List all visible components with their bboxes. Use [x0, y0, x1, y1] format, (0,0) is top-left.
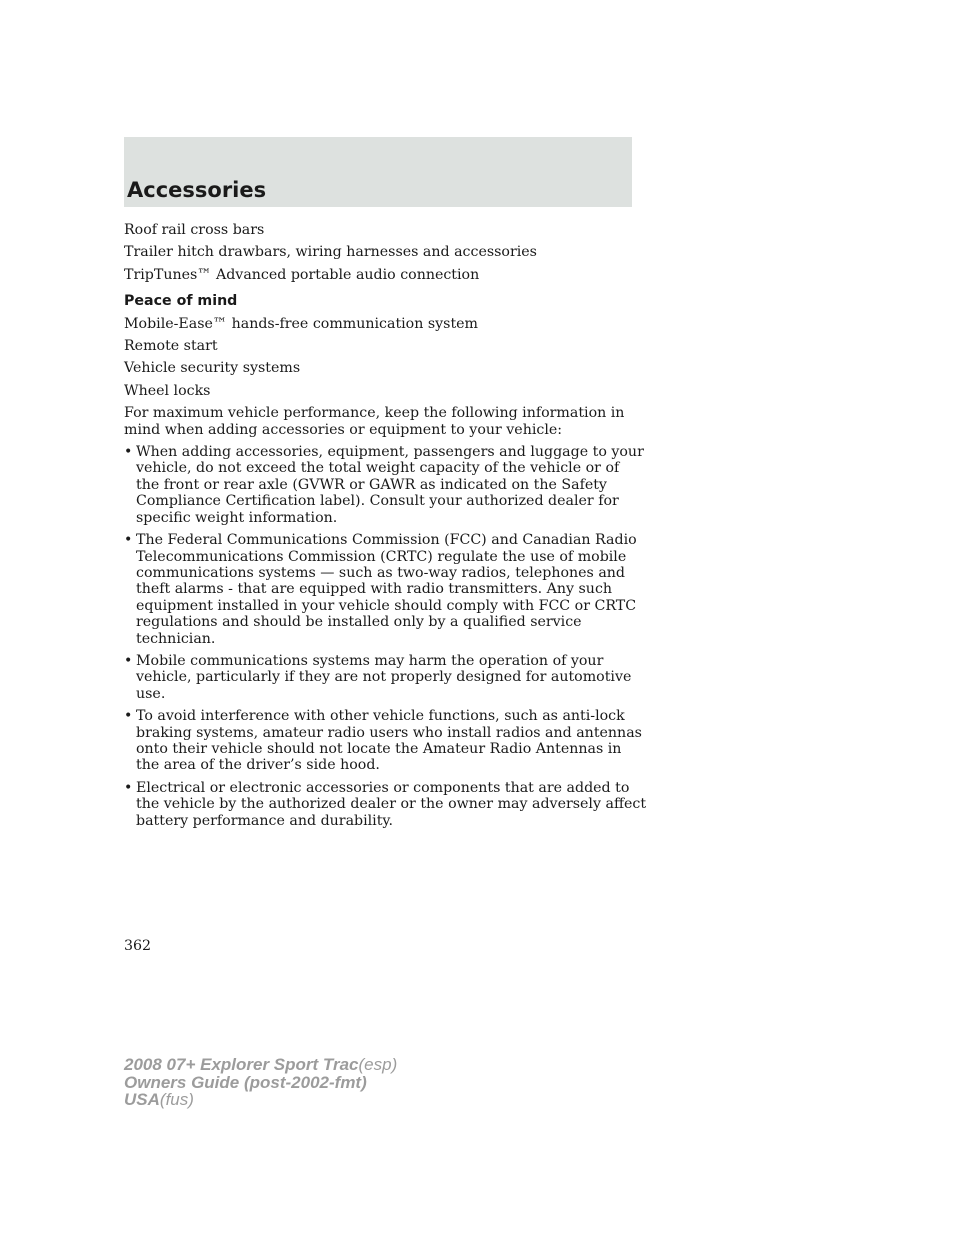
bullet-line: use.	[136, 685, 166, 702]
list-item: Wheel locks	[124, 382, 211, 399]
footer-market-code: (fus)	[159, 1090, 194, 1109]
bullet-icon: •	[124, 532, 133, 549]
footer	[124, 1056, 397, 1109]
list-item: Remote start	[124, 338, 218, 355]
bullet-item	[124, 779, 647, 829]
list-item: Trailer hitch drawbars, wiring harnesses and accessories	[124, 244, 537, 261]
list-item: Mobile-Ease™ hands-free communication system	[124, 315, 478, 332]
page-content	[124, 222, 647, 835]
list-item: TripTunes™ Advanced portable audio connection	[124, 266, 480, 283]
bullet-list	[124, 444, 647, 829]
bullet-icon: •	[124, 779, 133, 796]
bullet-icon: •	[124, 652, 133, 669]
bullet-icon: •	[124, 708, 133, 725]
bullet-line: The Federal Communications Commission (FCC) and Canadian Radio	[136, 532, 637, 549]
bullet-item	[124, 708, 642, 774]
bullet-item	[124, 653, 636, 702]
paragraph-line: mind when adding accessories or equipment to your vehicle:	[124, 421, 563, 438]
bullet-icon: •	[124, 444, 133, 461]
bullet-line: theft alarms - that are equipped with radio transmitters. Any such	[136, 581, 613, 598]
bullet-line: the front or rear axle (GVWR or GAWR as indicated on the Safety	[136, 476, 607, 493]
list-item: Vehicle security systems	[124, 360, 301, 377]
footer-line	[124, 1056, 397, 1074]
bullet-line: technician.	[136, 630, 216, 647]
footer-line	[124, 1091, 397, 1109]
bullet-line: Mobile communications systems may harm the operation of your	[136, 652, 604, 669]
footer-market: USA	[124, 1090, 160, 1109]
bullet-line: the area of the driver’s side hood.	[136, 757, 380, 774]
bullet-line: equipment installed in your vehicle should comply with FCC or CRTC	[136, 597, 637, 614]
bullet-item	[124, 444, 644, 526]
page-title: Accessories	[127, 178, 267, 202]
bullet-line: communications systems — such as two-way radios, telephones and	[136, 564, 625, 581]
bullet-line: specific weight information.	[136, 509, 338, 526]
bullet-line: vehicle, do not exceed the total weight capacity of the vehicle or of	[136, 460, 620, 477]
paragraph-line: For maximum vehicle performance, keep the following information in	[124, 405, 625, 422]
bullet-line: vehicle, particularly if they are not properly designed for automotive	[136, 669, 632, 686]
bullet-line: the vehicle by the authorized dealer or the owner may adversely affect	[136, 796, 647, 813]
footer-guide: Owners Guide (post-2002-fmt)	[124, 1072, 367, 1092]
bullet-line: Electrical or electronic accessories or components that are added to	[136, 779, 630, 796]
section-heading: Peace of mind	[124, 293, 238, 310]
bullet-line: Compliance Certification label). Consult your authorized dealer for	[136, 493, 619, 510]
footer-model: 2008 07+ Explorer Sport Trac	[124, 1055, 359, 1074]
bullet-line: When adding accessories, equipment, passengers and luggage to your	[136, 444, 644, 461]
intro-paragraph	[124, 405, 636, 438]
footer-model-code: (esp)	[358, 1055, 398, 1074]
page-number: 362	[124, 938, 152, 954]
bullet-item	[124, 532, 636, 647]
bullet-line: battery performance and durability.	[136, 812, 394, 829]
bullet-line: onto their vehicle should not locate the Amateur Radio Antennas in	[136, 740, 622, 757]
list-item: Roof rail cross bars	[124, 222, 265, 238]
bullet-line: braking systems, amateur radio users who install radios and antennas	[136, 724, 642, 741]
bullet-line: Telecommunications Commission (CRTC) regulate the use of mobile	[136, 548, 627, 565]
bullet-line: regulations and should be installed only by a qualified service	[136, 614, 582, 631]
bullet-line: To avoid interference with other vehicle functions, such as anti-lock	[136, 708, 625, 725]
